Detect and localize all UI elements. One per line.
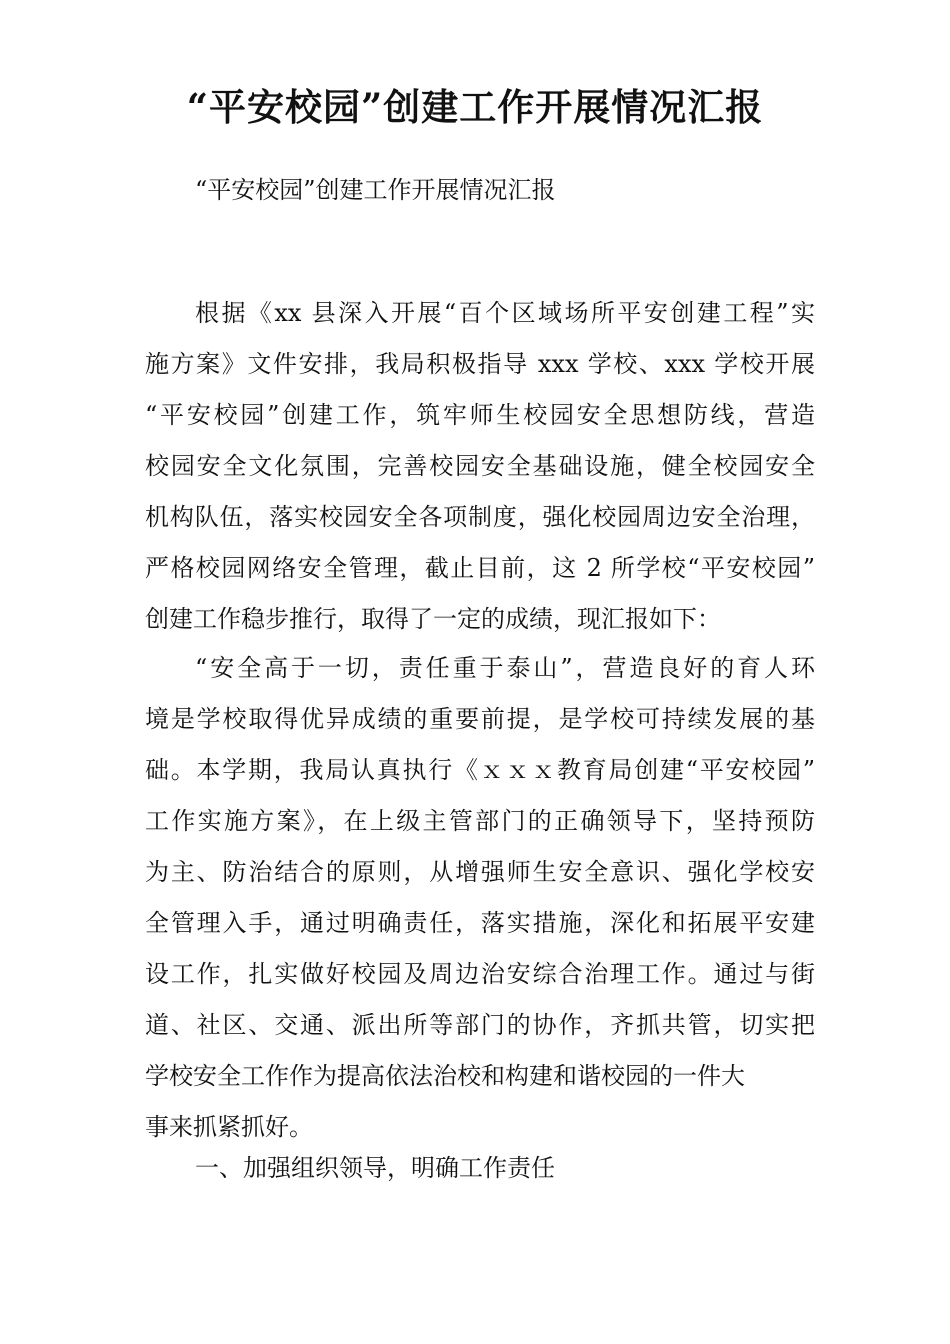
paragraph-line: 工作实施方案》，在上级主管部门的正确领导下，坚持预防 — [145, 807, 815, 835]
paragraph-1 — [145, 288, 815, 645]
paragraph-line: 境是学校取得优异成绩的重要前提，是学校可持续发展的基 — [145, 705, 815, 733]
paragraph-line: “安全高于一切，责任重于泰山”，营造良好的育人环 — [195, 654, 815, 682]
paragraph-line: 设工作，扎实做好校园及周边治安综合治理工作。通过与街 — [145, 960, 815, 988]
paragraph-line: 严格校园网络安全管理，截止目前，这 2 所学校“平安校园” — [145, 554, 815, 582]
paragraph-line: 学校安全工作作为提高依法治校和构建和谐校园的一件大 — [145, 1062, 745, 1090]
paragraph-line: 机构队伍，落实校园安全各项制度，强化校园周边安全治理， — [145, 503, 815, 531]
document-subtitle: “平安校园”创建工作开展情况汇报 — [195, 176, 556, 204]
paragraph-line: 事来抓紧抓好。 — [145, 1113, 313, 1141]
document-title: “平安校园”创建工作开展情况汇报 — [186, 85, 764, 129]
paragraph-2 — [145, 643, 815, 1153]
paragraph-line: 根据《xx 县深入开展“百个区域场所平安创建工程”实 — [195, 299, 815, 327]
paragraph-line: 道、社区、交通、派出所等部门的协作，齐抓共管，切实把 — [145, 1011, 815, 1039]
paragraph-line: 础。本学期，我局认真执行《ｘｘｘ教育局创建“平安校园” — [145, 756, 815, 784]
paragraph-line: “平安校园”创建工作，筑牢师生校园安全思想防线，营造 — [145, 401, 815, 429]
section-heading-1: 一、加强组织领导，明确工作责任 — [195, 1154, 555, 1182]
paragraph-line: 全管理入手，通过明确责任，落实措施，深化和拓展平安建 — [145, 909, 815, 937]
paragraph-line: 施方案》文件安排，我局积极指导 xxx 学校、xxx 学校开展 — [145, 350, 815, 378]
paragraph-line: 校园安全文化氛围，完善校园安全基础设施，健全校园安全 — [145, 452, 815, 480]
paragraph-line: 为主、防治结合的原则，从增强师生安全意识、强化学校安 — [145, 858, 815, 886]
paragraph-line: 创建工作稳步推行，取得了一定的成绩，现汇报如下： — [145, 605, 721, 633]
